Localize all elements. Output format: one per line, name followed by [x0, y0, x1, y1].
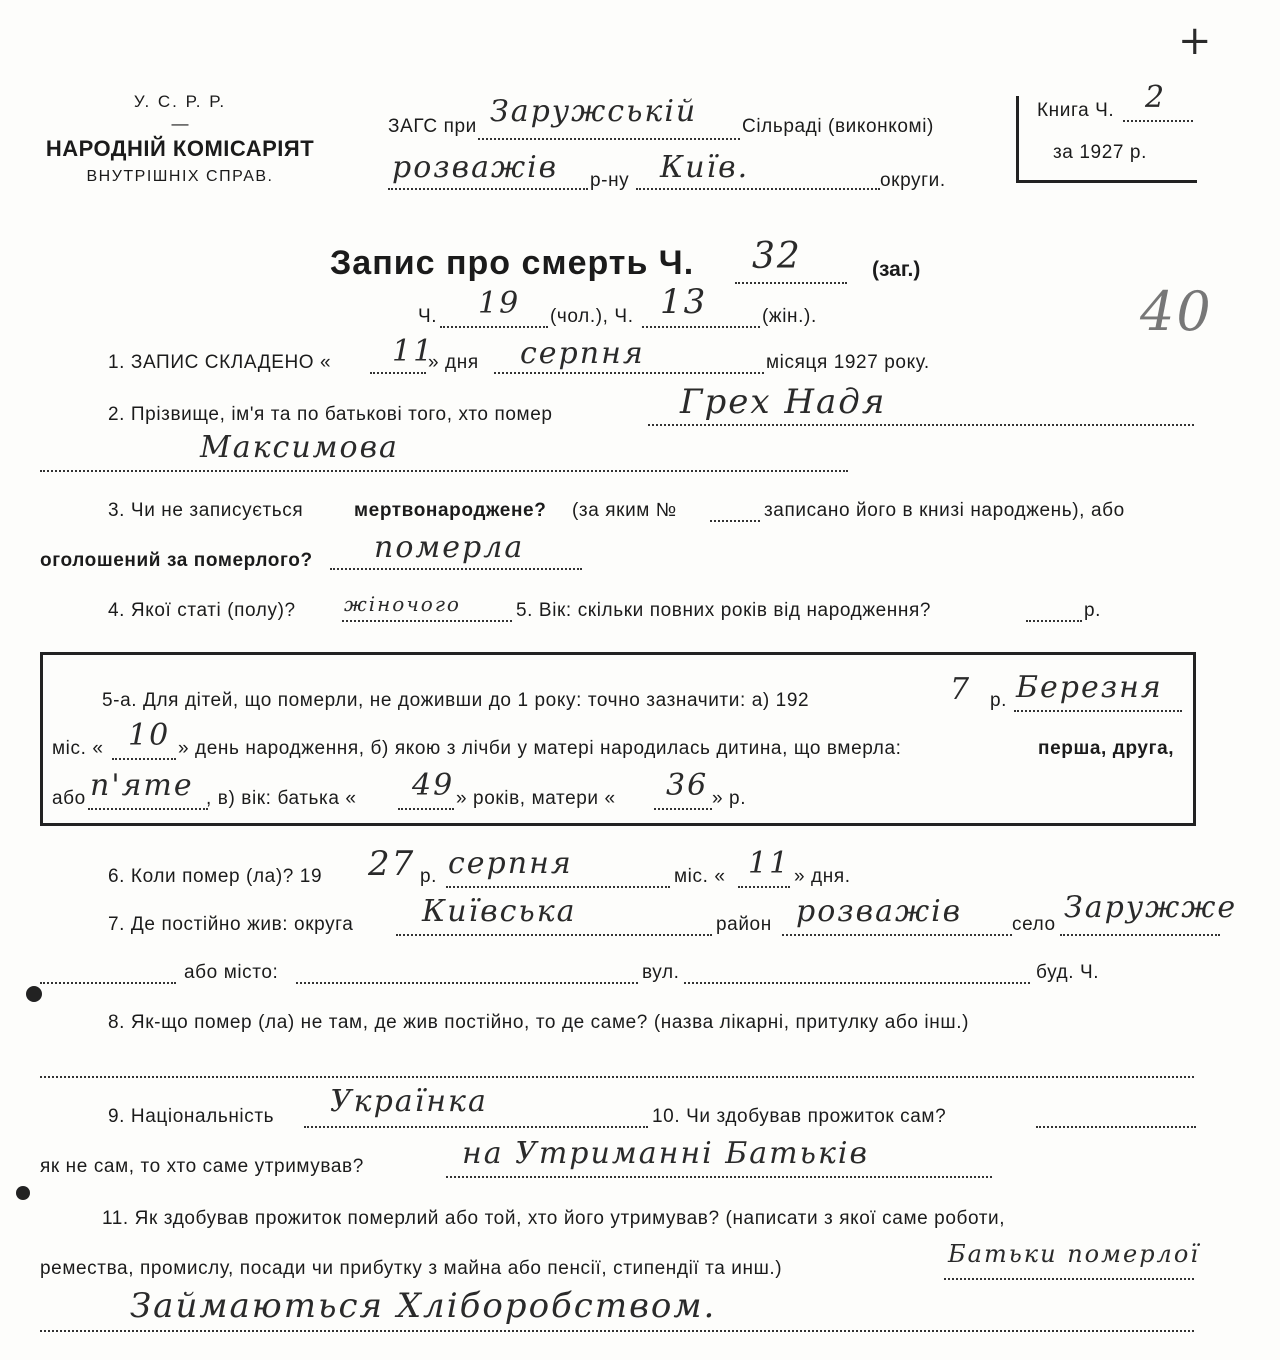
book-year: за 1927 р. [1053, 142, 1147, 163]
item11-answer1-hw: Батьки померлої [948, 1240, 1200, 1268]
female-count-hw: 13 [660, 282, 708, 322]
item6-r: р. [420, 866, 438, 887]
zags-raion-hw: розважів [392, 150, 559, 185]
item5a-r: р. [990, 690, 1008, 711]
item4-answer-hw: жіночого [344, 592, 461, 616]
commissariat-title: НАРОДНІЙ КОМІСАРІЯТ [45, 136, 315, 161]
item7-raion-label: район [716, 914, 772, 935]
item6-label: 6. Коли помер (ла)? 19 [108, 866, 323, 887]
item7-selo-hw: Заружже [1064, 890, 1238, 925]
header-block [30, 92, 330, 186]
zags-suffix: Сільраді (виконкомі) [742, 116, 934, 137]
item11-line2: ремества, промислу, посади чи прибутку з майна або пенсії, стипендії та инш.) [40, 1258, 783, 1279]
item3-bold2: оголошений за померлого? [40, 550, 313, 571]
item5a-bold: перша, друга, [1038, 738, 1175, 759]
item7-raion-hw: розважів [796, 894, 963, 929]
item3-answer-hw: померла [374, 530, 525, 565]
item1-end: місяця 1927 року. [766, 352, 930, 373]
punch-hole-bottom [16, 1186, 30, 1200]
item1-mid: » дня [428, 352, 479, 373]
item5-end: р. [1084, 600, 1102, 621]
zags-prefix: ЗАГС при [388, 116, 477, 137]
item11-line1: 11. Як здобував прожиток померлий або той, хто його утримував? (написати з якої саме роботи, [102, 1208, 1006, 1229]
item2-name-hw: Грех Надя [680, 382, 887, 422]
book-box [1016, 80, 1197, 183]
item10-answer-hw: на Утриманні Батьків [462, 1136, 869, 1171]
item3-mid: (за яким № [572, 500, 677, 521]
item6-month-hw: серпня [448, 846, 573, 881]
zags-okruha-label: округи. [880, 170, 946, 191]
item5a-line2: » день народження, б) якою з лічби у матері народилась дитина, що вмерла: [178, 738, 902, 759]
item2-label: 2. Прізвище, ім'я та по батькові того, хто помер [108, 404, 553, 425]
margin-number-hw: 40 [1140, 280, 1213, 343]
item2-patronymic-hw: Максимова [200, 430, 399, 465]
item7-label: 7. Де постійно жив: округа [108, 914, 354, 935]
zags-raion-label: р-ну [590, 170, 630, 191]
book-number-hw: 2 [1145, 80, 1167, 115]
item6-mis: міс. « [674, 866, 726, 887]
item5a-abo: або [52, 788, 86, 809]
department-title: ВНУТРІШНІХ СПРАВ. [86, 168, 274, 185]
item5-label: 5. Вік: скільки повних років від народження? [516, 600, 932, 621]
item5a-order-hw: п'яте [90, 768, 194, 803]
corner-mark: + [1178, 18, 1214, 64]
item3-label: 3. Чи не записується [108, 500, 304, 521]
item7-misto: або місто: [184, 962, 279, 983]
male-label: (чол.), Ч. [550, 306, 634, 327]
item5a-mother-hw: 36 [666, 768, 709, 803]
item8-label: 8. Як-що помер (ла) не там, де жив постійно, то де саме? (назва лікарні, притулку або інш.) [108, 1012, 969, 1033]
item11-answer2-hw: Займаються Хліборобством. [130, 1286, 717, 1326]
item10-cont: як не сам, то хто саме утримував? [40, 1156, 364, 1177]
item5a-mid3: » років, матери « [456, 788, 616, 809]
zags-okruha-hw: Київ. [660, 150, 750, 185]
header-dash: — [171, 114, 189, 133]
book-label: Книга Ч. [1037, 100, 1115, 121]
zags-village-hw: Заружській [490, 94, 698, 129]
item9-label: 9. Національність [108, 1106, 275, 1127]
male-ch: Ч. [418, 306, 438, 327]
item4-label: 4. Якої статі (полу)? [108, 600, 296, 621]
item5a-mis: міс. « [52, 738, 104, 759]
item5a-father-hw: 49 [412, 768, 455, 803]
female-label: (жін.). [762, 306, 817, 327]
item9-answer-hw: Українка [330, 1084, 488, 1119]
item1-month-hw: серпня [520, 336, 645, 371]
item6-end: » дня. [794, 866, 851, 887]
item3-bold1: мертвонароджене? [354, 500, 547, 521]
record-title: Запис про смерть Ч. [330, 244, 695, 282]
item7-okruha-hw: Київська [422, 894, 577, 929]
item7-selo-label: село [1012, 914, 1056, 935]
item5a-day-hw: 10 [128, 718, 171, 753]
record-number-hw: 32 [752, 236, 802, 277]
punch-hole-top [26, 986, 42, 1002]
item7-bud: буд. Ч. [1036, 962, 1100, 983]
record-suffix: (заг.) [872, 258, 921, 281]
item6-year-hw: 27 [368, 844, 416, 884]
item5a-line1: 5-а. Для дітей, що померли, не доживши до 1 року: точно зазначити: а) 192 [102, 690, 810, 711]
republic-label: У. С. Р. Р. [133, 92, 227, 111]
item6-day-hw: 11 [748, 846, 791, 881]
item5a-year-hw: 7 [950, 672, 972, 707]
item5a-line3: , в) вік: батька « [206, 788, 357, 809]
item3-end: записано його в книзі народжень), або [764, 500, 1125, 521]
item1-day-hw: 11 [392, 334, 435, 369]
item5a-month-hw: Березня [1016, 670, 1163, 705]
male-count-hw: 19 [478, 286, 521, 321]
item5a-end3: » р. [712, 788, 747, 809]
item7-vul: вул. [642, 962, 680, 983]
item1-label: 1. ЗАПИС СКЛАДЕНО « [108, 352, 332, 373]
item10-label: 10. Чи здобував прожиток сам? [652, 1106, 947, 1127]
